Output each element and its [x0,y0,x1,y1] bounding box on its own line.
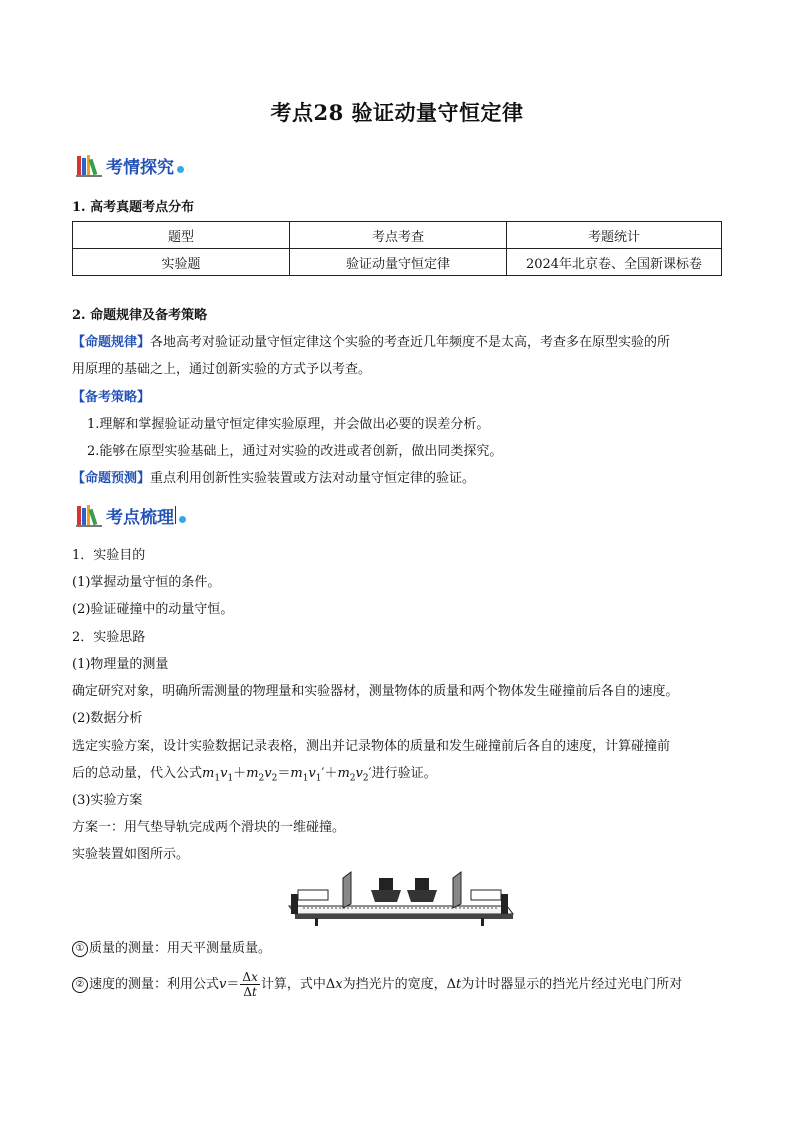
text-cursor [175,506,176,524]
paragraph: 确定研究对象，明确所需测量的物理量和实验器材，测量物体的质量和两个物体发生碰撞前后各自的速度。 [72,684,679,699]
paragraph: 1．实验目的 [72,548,146,563]
text: 重点利用创新性实验装置或方法对动量守恒定律的验证。 [150,471,476,486]
section-header-analysis [76,150,184,180]
table-header-row [73,222,722,249]
paragraph: ② 速度的测量：利用公式v＝ $\frac{\Delta x}{\Delta t}$ 计算，式中Δx为挡光片的宽度，Δt为计时器显示的挡光片经过光电门所对 [72,970,722,999]
list-item: 1.理解和掌握验证动量守恒定律实验原理，并会做出必要的误差分析。 [87,417,490,432]
circled-number: ① [72,941,88,957]
table-cell: 验证动量守恒定律 [290,249,507,276]
paragraph: 2．实验思路 [72,630,146,645]
dot-icon [179,516,186,523]
tag-label: 【命题预测】 [72,471,151,486]
list-item: 2.能够在原型实验基础上，通过对实验的改进或者创新，做出同类探究。 [87,444,503,459]
paragraph: 选定实验方案，设计实验数据记录表格，测出并记录物体的质量和发生碰撞前后各自的速度，计算碰撞前 [72,739,671,754]
subsection-title: 2. 命题规律及备考策略 [72,308,208,323]
subsection-title: 1. 高考真题考点分布 [72,200,195,215]
books-icon [76,153,102,177]
momentum-formula: $m_1v_1+m_2v_2=m_1v_1'+m_2v_2'$ [202,766,372,784]
paragraph: 后的总动量，代入公式$m_1v_1+m_2v_2=m_1v_1'+m_2v_2'$进行验证。 [72,766,437,784]
circled-number: ② [72,977,88,993]
paragraph: (2)验证碰撞中的动量守恒。 [72,602,234,617]
paragraph: 方案一：用气垫导轨完成两个滑块的一维碰撞。 [72,820,346,835]
paragraph: (2)数据分析 [72,711,143,726]
table-cell: 2024年北京卷、全国新课标卷 [507,249,722,276]
page-title: 考点28 验证动量守恒定律 [270,100,524,125]
table-header: 考点考查 [290,222,507,249]
text: 各地高考对验证动量守恒定律这个实验的考查近几年频度不是太高，考查多在原型实验的所 [150,335,671,350]
paragraph: (3)实验方案 [72,793,143,808]
table-row [73,249,722,276]
section-label: 考情探究 [106,157,174,178]
paragraph: (1)掌握动量守恒的条件。 [72,575,221,590]
velocity-fraction: $\frac{\Delta x}{\Delta t}$ [242,970,258,999]
paragraph: (1)物理量的测量 [72,657,169,672]
air-track-apparatus-figure [283,868,515,926]
table-cell: 实验题 [73,249,290,276]
stats-table [72,221,722,276]
paragraph [72,467,722,486]
table-header: 考题统计 [507,222,722,249]
tag-label: 【命题规律】 [72,335,151,350]
dot-icon [177,166,184,173]
table-header: 题型 [73,222,290,249]
paragraph: ① 质量的测量：用天平测量质量。 [72,937,722,957]
paragraph: 实验装置如图所示。 [72,847,190,862]
paragraph [72,331,722,350]
books-icon [76,503,102,527]
paragraph: 用原理的基础之上，通过创新实验的方式予以考查。 [72,362,372,377]
tag-label: 【备考策略】 [72,390,151,405]
section-header-points [76,500,186,530]
section-label: 考点梳理 [106,507,174,528]
